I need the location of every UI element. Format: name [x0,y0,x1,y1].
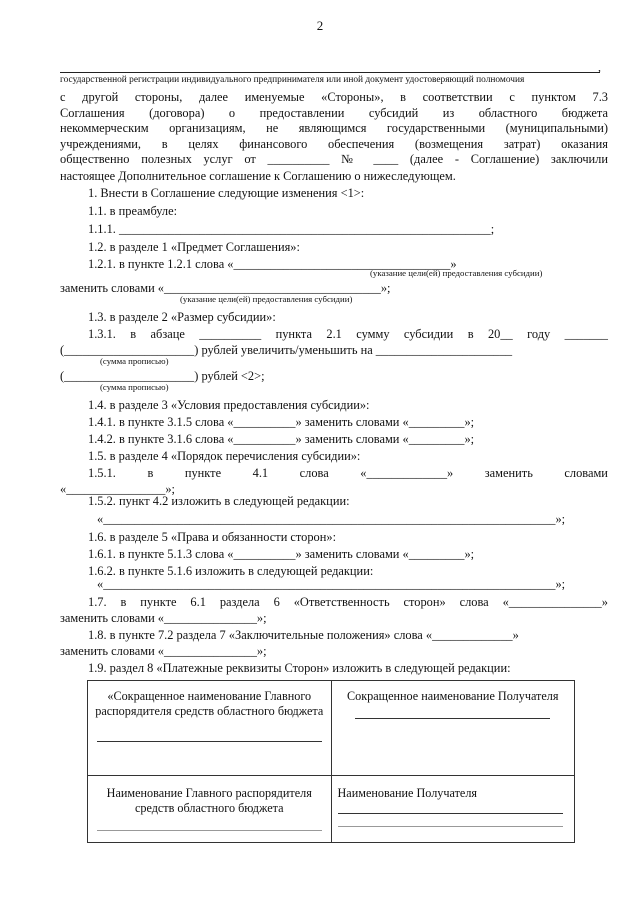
word: 6.1 [190,595,206,609]
word: пункте [140,595,177,609]
item-1-2-1-replace: заменить словами «___________________________________»; [60,281,391,295]
word: в [120,595,127,609]
word: 1.3.1. [88,327,116,341]
intro-line: с другой стороны, далее именуемые «Стороны», в соответствии с пунктом 7.3 [60,90,608,104]
word: субсидии [403,327,454,341]
intro-line: общественно полезных услуг от __________ № ____ (далее - Соглашение) заключили [60,152,608,167]
intro-line: учреждениями, в целях финансового обеспечения (возмещения затрат) оказания [60,136,608,151]
item-1-3-1-amount: (_____________________) рублей увеличить/уменьшить на ______________________ [60,343,513,357]
fill-line [338,814,563,827]
cell-recipient-full [331,776,575,843]
header-note: государственной регистрации индивидуального предпринимателя или иной документ удостоверяющий полномочия [60,75,525,85]
item-1-5-1 [88,466,608,481]
top-fill-line [60,72,600,73]
item-1-6: 1.6. в разделе 5 «Права и обязанности сторон»: [88,530,337,544]
word: словами [564,466,608,480]
item-1-6-1: 1.6.1. в пункте 5.1.3 слова «__________» заменить словами «_________»; [88,547,475,561]
caption-amount-words: (сумма прописью) [100,356,169,366]
word: слова [299,466,329,480]
cell-main-distributor-short [88,681,332,776]
word: в [147,466,154,480]
word: в [467,327,474,341]
word: сторон» [403,595,446,609]
cell-main-distributor-full [88,776,332,843]
word: 1.7. [88,595,107,609]
item-1-5-1-cont: «________________»; [60,482,175,496]
item-1: 1. Внести в Соглашение следующие изменения <1>: [88,186,365,200]
item-1-6-2: 1.6.2. в пункте 5.1.6 изложить в следующей редакции: [88,564,374,578]
item-1-2-1: 1.2.1. в пункте 1.2.1 слова «___________________________________» [88,257,457,271]
word: 1.5.1. [88,466,116,480]
word: абзаце [150,327,185,341]
word: слова [459,595,489,609]
item-1-8-replace: заменить словами «_______________»; [60,644,267,658]
main-distributor-full-label: Наименование Главного распорядителя средств областного бюджета [106,786,312,815]
item-1-5-2: 1.5.2. пункт 4.2 изложить в следующей редакции: [88,494,350,508]
word: 2.1 [326,327,342,341]
word: пункта [275,327,312,341]
fill-line [355,706,550,719]
word: сумму [356,327,390,341]
payment-details-table [87,680,575,843]
caption-amount-words: (сумма прописью) [100,382,169,392]
item-1-4: 1.4. в разделе 3 «Условия предоставления субсидии»: [88,398,370,412]
word: 6 [273,595,280,609]
item-1-7-replace: заменить словами «_______________»; [60,611,267,625]
item-1-1-1: 1.1.1. ____________________________________________________________; [88,222,495,236]
fill-line [97,818,322,831]
top-comma: , [598,60,601,74]
item-1-4-1: 1.4.1. в пункте 3.1.5 слова «__________» заменить словами «_________»; [88,415,475,429]
item-1-4-2: 1.4.2. в пункте 3.1.6 слова «__________» заменить словами «_________»; [88,432,475,446]
word: __________ [199,327,262,341]
word: _______ [564,327,608,341]
item-1-3: 1.3. в разделе 2 «Размер субсидии»: [88,310,276,324]
recipient-short-label: Сокращенное наименование Получателя [347,689,559,703]
main-distributor-short-label: «Сокращенное наименование Главного распорядителя средств областного бюджета [95,689,324,718]
word: «_____________» [360,466,454,480]
word: «Ответственность [293,595,390,609]
word: раздела [219,595,260,609]
word: в [130,327,137,341]
item-1-8: 1.8. в пункте 7.2 раздела 7 «Заключительные положения» слова «_____________» [88,628,519,642]
item-1-9: 1.9. раздел 8 «Платежные реквизиты Сторон» изложить в следующей редакции: [88,661,511,675]
word: заменить [484,466,533,480]
fill-line [338,801,563,814]
item-1-7 [88,595,608,610]
caption-purpose: (указание цели(ей) предоставления субсидии) [370,268,543,278]
word: 4.1 [252,466,269,480]
intro-line: некоммерческим организациям, не являющимся государственными (муниципальными) [60,121,608,136]
item-1-3-1-amount-2: (_____________________) рублей <2>; [60,369,265,383]
item-1-5: 1.5. в разделе 4 «Порядок перечисления субсидии»: [88,449,361,463]
word: «_______________» [502,595,608,609]
item-1-2: 1.2. в разделе 1 «Предмет Соглашения»: [88,240,300,254]
intro-line: Соглашения (договора) о предоставлении субсидий из областного бюджета [60,105,608,120]
intro-line-last: настоящее Дополнительное соглашение к Соглашению о нижеследующем. [60,168,456,183]
page-number: 2 [316,18,324,33]
item-1-3-1 [88,327,608,342]
item-1-1: 1.1. в преамбуле: [88,204,178,218]
item-1-5-2-blank: «_________________________________________________________________________»; [97,512,566,526]
cell-recipient-short [331,681,575,776]
item-1-6-2-blank: «_________________________________________________________________________»; [97,577,566,591]
word: 20__ [487,327,513,341]
recipient-full-label: Наименование Получателя [337,786,478,800]
word: пункте [184,466,222,480]
fill-line [97,729,322,742]
word: году [527,327,551,341]
caption-purpose: (указание цели(ей) предоставления субсидии) [180,294,353,304]
